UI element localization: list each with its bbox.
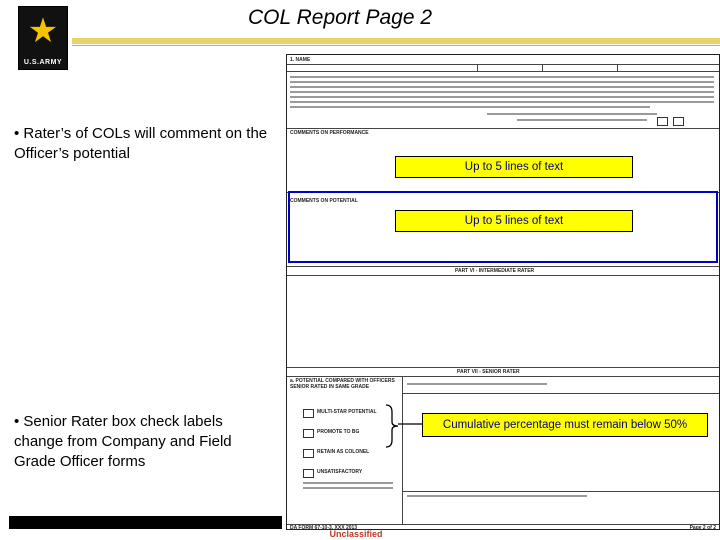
checkbox-promote[interactable] (303, 429, 314, 438)
form-divider (402, 376, 403, 524)
form-divider (477, 64, 478, 71)
arrow-icon (398, 421, 422, 427)
form-text (303, 482, 393, 484)
form-line (287, 64, 719, 65)
classification-label: Unclassified (329, 529, 383, 539)
potential-callout: Up to 5 lines of text (395, 210, 633, 232)
form-line (287, 367, 719, 368)
form-text (303, 487, 393, 489)
checkbox-retain[interactable] (303, 449, 314, 458)
form-line (287, 376, 719, 377)
instruction-text (290, 86, 714, 88)
page-title: COL Report Page 2 (247, 6, 433, 29)
performance-callout: Up to 5 lines of text (395, 156, 633, 178)
instruction-text (290, 96, 714, 98)
form-line (402, 491, 719, 492)
box-label-multi-star: MULTI-STAR POTENTIAL (317, 409, 377, 415)
header-rule (72, 38, 720, 44)
form-text (407, 383, 547, 385)
form-divider (542, 64, 543, 71)
form-line (287, 128, 719, 129)
army-logo (18, 6, 68, 70)
logo-text: U.S.ARMY (23, 59, 63, 66)
name-label: 1. NAME (290, 57, 311, 63)
instruction-text (290, 81, 714, 83)
comments-performance-label: COMMENTS ON PERFORMANCE (290, 130, 369, 136)
box-label-promote: PROMOTE TO BG (317, 429, 360, 435)
footer-bar (9, 516, 282, 529)
checkbox-unsatisfactory[interactable] (303, 469, 314, 478)
instruction-text (290, 106, 650, 108)
header-rule-thin (72, 45, 720, 46)
form-footer-page: Page 2 of 2 (689, 525, 716, 531)
form-line (287, 71, 719, 72)
box-label-retain: RETAIN AS COLONEL (317, 449, 370, 455)
form-line (287, 275, 719, 276)
instruction-text (290, 101, 714, 103)
checkbox-multi-star[interactable] (303, 409, 314, 418)
form-footer-number: DA FORM 67-10-3, XXX 2013 (290, 525, 358, 531)
instruction-text (487, 113, 657, 115)
instruction-text (517, 119, 647, 121)
instruction-text (290, 76, 714, 78)
box-label-unsatisfactory: UNSATISFACTORY (317, 469, 363, 475)
checkbox[interactable] (673, 117, 684, 126)
form-text (407, 495, 587, 497)
senior-rater-bullet: • Senior Rater box check labels change from Company and Field Grade Officer forms (14, 413, 232, 470)
comments-potential-label: COMMENTS ON POTENTIAL (290, 198, 358, 204)
rater-bullet: • Rater’s of COLs will comment on the Officer’s potential (14, 125, 268, 162)
cumulative-callout: Cumulative percentage must remain below 50% (422, 413, 708, 437)
checkbox[interactable] (657, 117, 668, 126)
star-icon: ★ (27, 11, 59, 51)
form-divider (617, 64, 618, 71)
potential-compared-label: a. POTENTIAL COMPARED WITH OFFICERS SENIOR RATED IN SAME GRADE (290, 378, 395, 390)
part-vi-heading: PART VI - INTERMEDIATE RATER (455, 268, 535, 274)
form-line (402, 393, 719, 394)
form-line (287, 266, 719, 267)
instruction-text (290, 91, 714, 93)
evaluation-form (286, 54, 720, 530)
part-vii-heading: PART VII - SENIOR RATER (457, 369, 520, 375)
